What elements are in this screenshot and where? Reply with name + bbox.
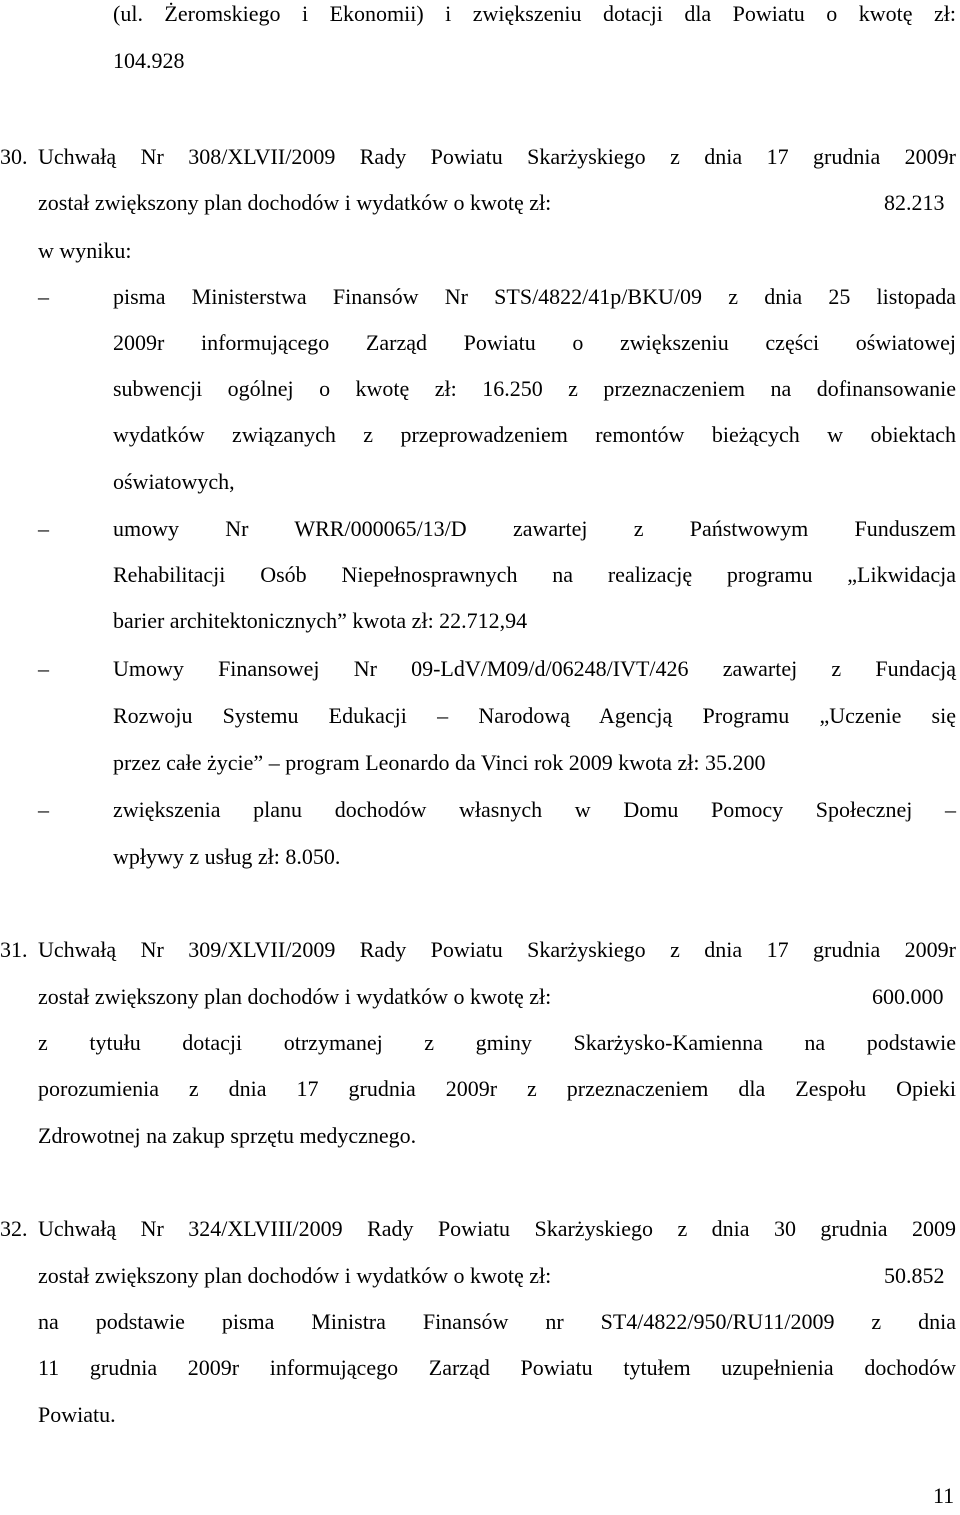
item-extra-line: 11 grudnia 2009r informującego Zarząd Powiatu tytułem uzupełnienia dochodów (38, 1355, 956, 1380)
item-number: 32. (0, 1216, 28, 1241)
bullet-line: oświatowych, (113, 469, 235, 494)
item-extra-line: z tytułu dotacji otrzymanej z gminy Skarżysko-Kamienna na podstawie (38, 1030, 956, 1055)
bullet-line: subwencji ogólnej o kwotę zł: 16.250 z przeznaczeniem na dofinansowanie (113, 376, 956, 401)
item-heading-line: Uchwałą Nr 309/XLVII/2009 Rady Powiatu Skarżyskiego z dnia 17 grudnia 2009r (38, 937, 956, 962)
item-extra-line: Zdrowotnej na zakup sprzętu medycznego. (38, 1123, 417, 1148)
item-heading-line: Uchwałą Nr 308/XLVII/2009 Rady Powiatu Skarżyskiego z dnia 17 grudnia 2009r (38, 144, 956, 169)
bullet-dash: – (38, 656, 49, 681)
bullet-line: Rehabilitacji Osób Niepełnosprawnych na realizację programu „Likwidacja (113, 562, 956, 587)
intro-line-1: (ul. Żeromskiego i Ekonomii) i zwiększeniu dotacji dla Powiatu o kwotę zł: (113, 1, 956, 26)
intro-line-2: 104.928 (113, 48, 185, 73)
bullet-dash: – (38, 797, 49, 822)
item-extra-line: Powiatu. (38, 1402, 116, 1427)
item-extra-line: porozumienia z dnia 17 grudnia 2009r z przeznaczeniem dla Zespołu Opieki (38, 1076, 956, 1101)
bullet-line: wpływy z usług zł: 8.050. (113, 844, 341, 869)
bullet-line: wydatków związanych z przeprowadzeniem remontów bieżących w obiektach (113, 422, 956, 447)
item-heading-line: Uchwałą Nr 324/XLVIII/2009 Rady Powiatu Skarżyskiego z dnia 30 grudnia 2009 (38, 1216, 956, 1241)
item-amount: 82.213 (884, 190, 945, 215)
item-heading-line: został zwiększony plan dochodów i wydatków o kwotę zł: (38, 1263, 552, 1288)
item-heading-line: został zwiększony plan dochodów i wydatków o kwotę zł: (38, 190, 552, 215)
bullet-line: barier architektonicznych” kwota zł: 22.712,94 (113, 608, 528, 633)
item-amount: 600.000 (872, 984, 944, 1009)
bullet-line: 2009r informującego Zarząd Powiatu o zwiększeniu części oświatowej (113, 330, 956, 355)
bullet-line: przez całe życie” – program Leonardo da Vinci rok 2009 kwota zł: 35.200 (113, 750, 766, 775)
item-heading-line: został zwiększony plan dochodów i wydatków o kwotę zł: (38, 984, 552, 1009)
item-amount: 50.852 (884, 1263, 945, 1288)
page-number: 11 (933, 1483, 955, 1508)
bullet-line: umowy Nr WRR/000065/13/D zawartej z Państwowym Funduszem (113, 516, 956, 541)
item-extra-line: w wyniku: (38, 238, 132, 263)
bullet-dash: – (38, 516, 49, 541)
bullet-line: Umowy Finansowej Nr 09-LdV/M09/d/06248/IVT/426 zawartej z Fundacją (113, 656, 956, 681)
bullet-line: pisma Ministerstwa Finansów Nr STS/4822/41p/BKU/09 z dnia 25 listopada (113, 284, 956, 309)
bullet-line: Rozwoju Systemu Edukacji – Narodową Agencją Programu „Uczenie się (113, 703, 956, 728)
item-extra-line: na podstawie pisma Ministra Finansów nr ST4/4822/950/RU11/2009 z dnia (38, 1309, 956, 1334)
bullet-dash: – (38, 284, 49, 309)
item-number: 31. (0, 937, 28, 962)
bullet-line: zwiększenia planu dochodów własnych w Domu Pomocy Społecznej – (113, 797, 956, 822)
item-number: 30. (0, 144, 28, 169)
